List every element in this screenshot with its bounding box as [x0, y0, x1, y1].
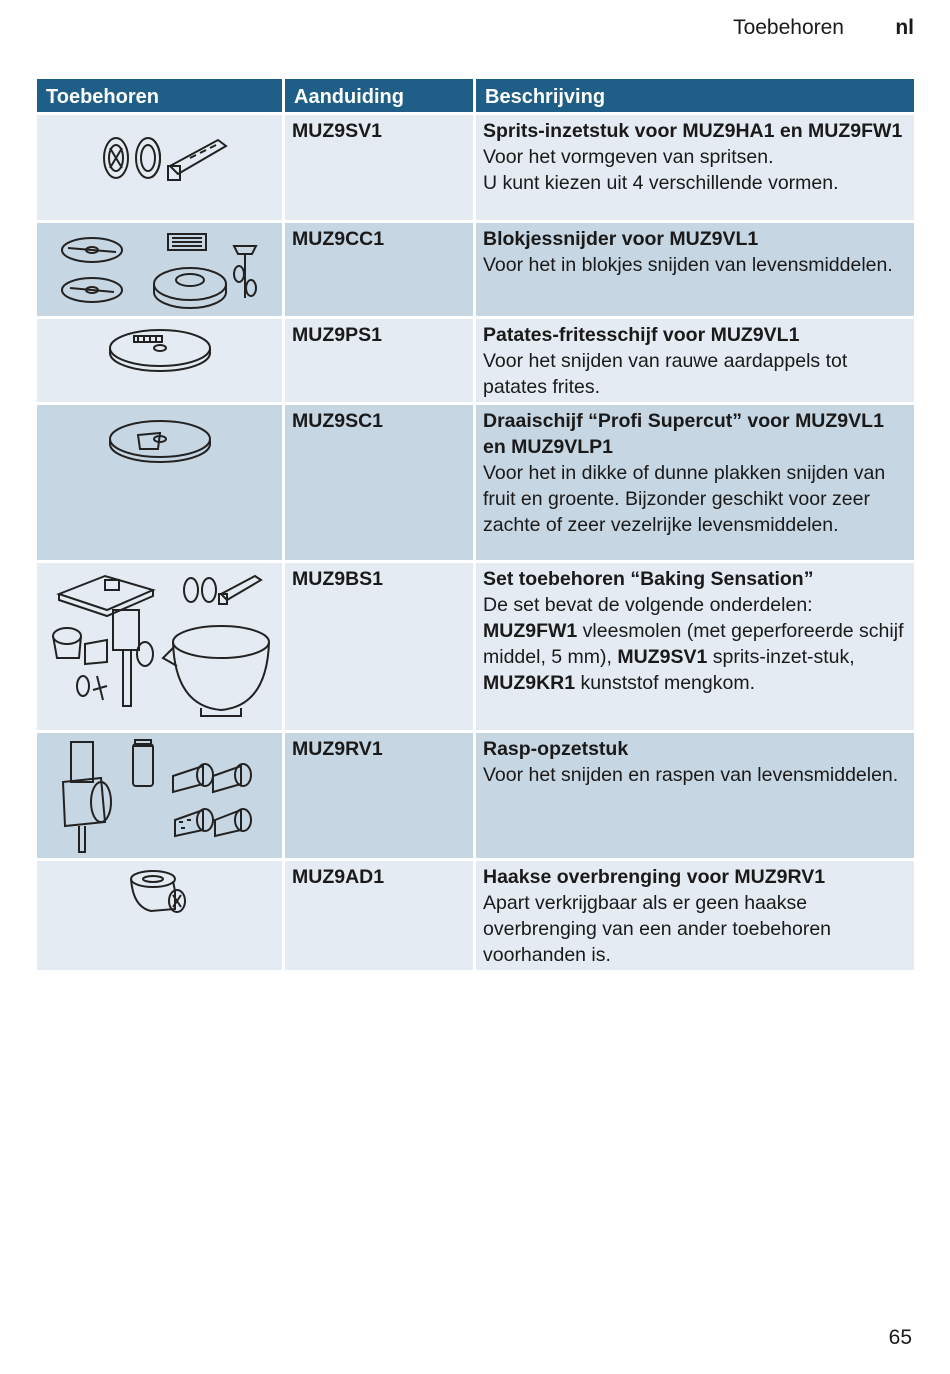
column-header-beschrijving: Beschrijving: [476, 79, 914, 112]
description-title: Draaischijf “Profi Supercut” voor MUZ9VL1 en MUZ9VLP1: [483, 410, 884, 458]
table-row: [37, 316, 914, 402]
description-title: Blokjessnijder voor MUZ9VL1: [483, 228, 759, 250]
header-language: nl: [895, 16, 914, 39]
description-title: Sprits-inzetstuk voor MUZ9HA1 en MUZ9FW1: [483, 120, 903, 142]
table-row: [37, 560, 914, 730]
description-text: Voor het in dikke of dunne plakken snijden van fruit en groente. Bijzonder geschikt voor zeer zachte of zeer vezelrijke levensmiddelen.: [483, 462, 886, 536]
description-text: Voor het snijden van rauwe aardappels tot patates frites.: [483, 350, 848, 398]
product-code: MUZ9SC1: [285, 402, 476, 560]
dicer-illustration: [37, 220, 285, 316]
description-cell: [476, 316, 914, 402]
product-code: MUZ9RV1: [285, 730, 476, 858]
table-row: [37, 858, 914, 970]
product-code: MUZ9PS1: [285, 316, 476, 402]
product-code: MUZ9AD1: [285, 858, 476, 970]
angle-gear-illustration: [37, 858, 285, 970]
product-code: MUZ9SV1: [285, 112, 476, 220]
spritz-discs-illustration: [37, 112, 285, 220]
page-number: 65: [888, 1326, 912, 1349]
accessories-table: [37, 79, 914, 970]
description-text: U kunt kiezen uit 4 verschillende vormen.: [483, 172, 839, 194]
description-cell: [476, 402, 914, 560]
baking-set-illustration: [37, 560, 285, 730]
fries-disc-illustration: [37, 316, 285, 402]
description-text: Voor het snijden en raspen van levensmiddelen.: [483, 764, 899, 786]
description-text: Voor het in blokjes snijden van levensmiddelen.: [483, 254, 893, 276]
description-text: Voor het vormgeven van spritsen.: [483, 146, 774, 168]
description-part: sprits-inzet-stuk,: [707, 646, 855, 668]
table-row: [37, 402, 914, 560]
description-title: Patates-fritesschijf voor MUZ9VL1: [483, 324, 800, 346]
description-intro: De set bevat de volgende onderdelen:: [483, 594, 813, 616]
column-header-aanduiding: Aanduiding: [285, 79, 476, 112]
description-text: Apart verkrijgbaar als er geen haakse overbrenging van een ander toebehoren voorhanden is.: [483, 892, 832, 966]
description-cell: [476, 730, 914, 858]
table-header-row: [37, 79, 914, 112]
table-row: [37, 220, 914, 316]
grater-illustration: [37, 730, 285, 858]
product-code-inline: MUZ9SV1: [617, 646, 708, 668]
table-row: [37, 112, 914, 220]
description-title: Rasp-opzetstuk: [483, 738, 629, 760]
product-code: MUZ9BS1: [285, 560, 476, 730]
slicing-disc-illustration: [37, 402, 285, 560]
product-code: MUZ9CC1: [285, 220, 476, 316]
description-text: [483, 592, 908, 696]
table-row: [37, 730, 914, 858]
description-cell: [476, 560, 914, 730]
page-header: [0, 16, 950, 46]
product-code-inline: MUZ9FW1: [483, 620, 578, 642]
description-title: Haakse overbrenging voor MUZ9RV1: [483, 866, 826, 888]
description-part: vleesmolen (met geperforeerde schijf middel, 5 mm),: [483, 620, 904, 668]
description-cell: [476, 220, 914, 316]
column-header-toebehoren: Toebehoren: [37, 79, 285, 112]
description-cell: [476, 112, 914, 220]
header-title: Toebehoren: [733, 16, 844, 39]
description-cell: [476, 858, 914, 970]
description-title: Set toebehoren “Baking Sensation”: [483, 568, 814, 590]
product-code-inline: MUZ9KR1: [483, 672, 576, 694]
description-part: kunststof mengkom.: [575, 672, 756, 694]
